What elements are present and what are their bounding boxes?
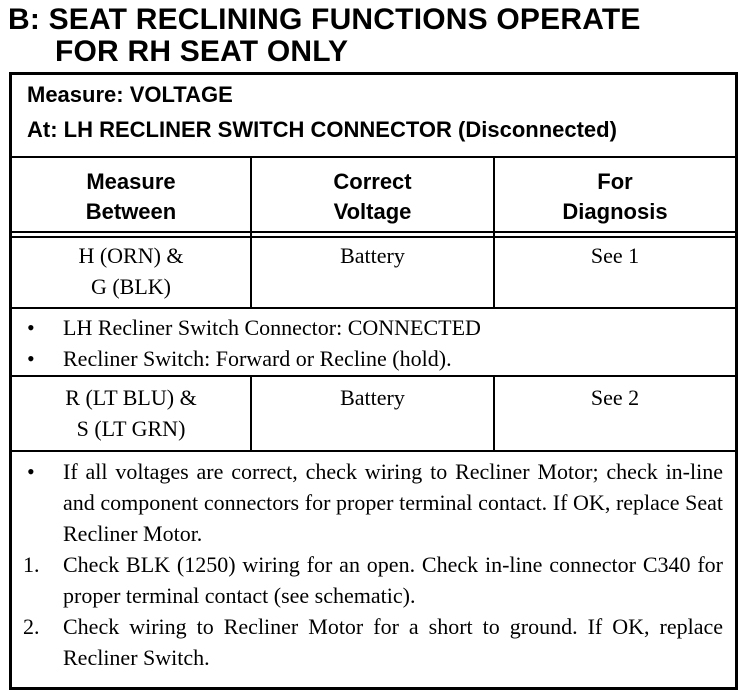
column-header-line: Between [85, 199, 177, 224]
table-row-2-diagnosis: See 2 [590, 385, 640, 410]
condition-list [12, 312, 735, 374]
cell-text: R (LT BLU) & [65, 385, 197, 410]
note-number: 1. [23, 552, 40, 577]
condition-text: Recliner Switch: Forward or Recline (hold). [63, 346, 452, 371]
note-text: Check BLK (1250) wiring for an open. Check in-line connector C340 for proper terminal contact (see schematic). [63, 552, 723, 608]
heading-line-1: B: SEAT RECLINING FUNCTIONS OPERATE [8, 3, 641, 36]
column-header-for-diagnosis [495, 167, 735, 227]
list-item [12, 343, 735, 374]
note-number: 2. [23, 614, 40, 639]
list-item [12, 549, 735, 611]
measure-header [12, 75, 735, 159]
column-header-line: Diagnosis [562, 199, 668, 224]
divider-line [12, 307, 735, 309]
list-item [12, 312, 735, 343]
divider-line [12, 156, 735, 158]
column-header-measure-between [12, 167, 250, 227]
table-row-2-between [12, 382, 250, 444]
bullet: • [27, 346, 35, 371]
bullet: • [27, 315, 35, 340]
cell-text: G (BLK) [90, 274, 172, 299]
bullet: • [27, 459, 35, 484]
column-header-line: Correct [333, 169, 412, 194]
list-item [12, 456, 735, 549]
measure-label: Measure: VOLTAGE [27, 82, 233, 107]
divider-line [12, 375, 735, 377]
divider-line [12, 231, 735, 233]
column-header-line: Measure [86, 169, 176, 194]
column-header-line: For [597, 169, 633, 194]
note-text: If all voltages are correct, check wiring to Recliner Motor; check in-line and component connectors for proper terminal contact. If OK, replace Seat Recliner Motor. [63, 459, 723, 546]
divider-line [12, 236, 735, 238]
diagnostic-table [9, 72, 738, 690]
condition-text: LH Recliner Switch Connector: CONNECTED [63, 315, 481, 340]
table-row-1-between [12, 240, 250, 302]
measure-location: At: LH RECLINER SWITCH CONNECTOR (Disconnected) [27, 117, 617, 142]
divider-line [12, 450, 735, 452]
diagnosis-notes [12, 456, 735, 673]
column-header-line: Voltage [333, 199, 412, 224]
table-row-1-diagnosis: See 1 [590, 243, 640, 268]
note-text: Check wiring to Recliner Motor for a short to ground. If OK, replace Recliner Switch. [63, 614, 723, 670]
column-header-correct-voltage [252, 167, 493, 227]
table-row-1-voltage: Battery [340, 243, 405, 268]
cell-text: H (ORN) & [78, 243, 184, 268]
cell-text: S (LT GRN) [76, 416, 186, 441]
table-row-2-voltage: Battery [340, 385, 405, 410]
heading-line-2: FOR RH SEAT ONLY [55, 35, 349, 68]
list-item [12, 611, 735, 673]
section-heading [8, 4, 748, 68]
